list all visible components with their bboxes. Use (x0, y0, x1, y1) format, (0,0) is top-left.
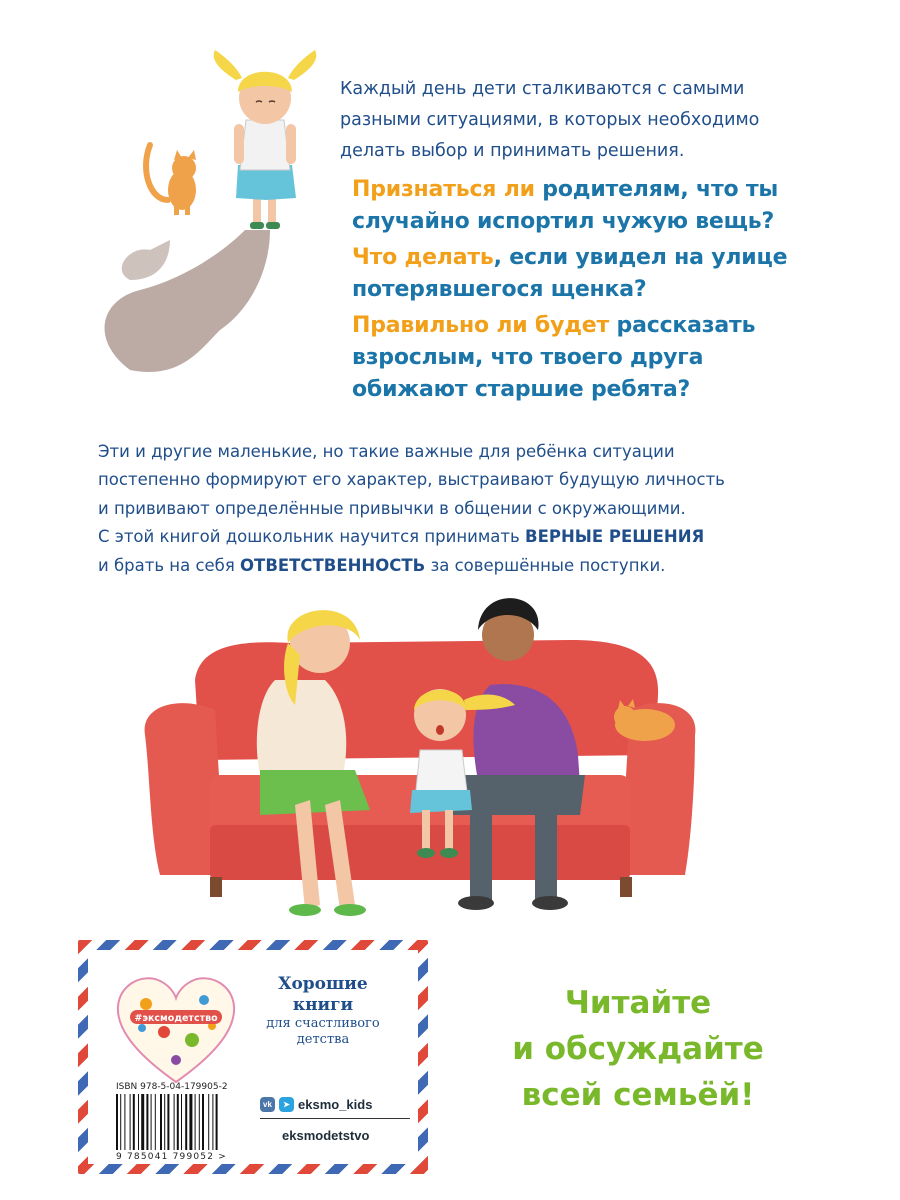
slogan (508, 980, 768, 1118)
question-1-line1: родителям, что ты (534, 177, 779, 202)
question-2 (352, 242, 792, 306)
barcode-digits: 9 785041 799052 > (116, 1152, 227, 1162)
website[interactable]: eksmodetstvo (282, 1127, 370, 1143)
isbn: ISBN 978-5-04-179905-2 (116, 1082, 228, 1092)
correct-decisions-emphasis: ВЕРНЫЕ РЕШЕНИЯ (525, 527, 705, 547)
question-1-line2: случайно испортил чужую вещь? (352, 209, 775, 234)
body-line-2: постепенно формируют его характер, выстраивают будущую личность (98, 470, 725, 490)
heart-logo (112, 970, 240, 1086)
body-line-1: Эти и другие маленькие, но такие важные для ребёнка ситуации (98, 442, 675, 461)
question-3-line3: обижают старшие ребята? (352, 377, 691, 402)
question-1-highlight: Признаться ли (352, 177, 535, 202)
card-inner (88, 950, 418, 1164)
slogan-line-2: и обсуждайте (512, 1031, 764, 1067)
card-subtitle-line-1: для счастливого (266, 1016, 380, 1031)
card-title-line-1: Хорошие (278, 974, 368, 994)
girl-and-cat-illustration (70, 40, 330, 390)
card-slogan (248, 974, 398, 1048)
social-block (260, 1092, 410, 1147)
telegram-icon[interactable]: ➤ (279, 1097, 294, 1112)
slogan-line-3: всей семьёй! (521, 1077, 755, 1113)
body-line-3: и прививают определённые привычки в общении с окружающими. (98, 498, 686, 518)
intro-text: Каждый день дети сталкиваются с самыми разными ситуациями, в которых необходимо делать выбор и принимать решения. (340, 79, 760, 161)
question-3-line2: взрослым, что твоего друга (352, 345, 704, 370)
body-line-4-text: С этой книгой дошкольник научится принимать (98, 527, 525, 547)
body-line-5-end: за совершённые поступки. (425, 555, 666, 575)
slogan-line-1: Читайте (564, 985, 712, 1021)
family-on-sofa-illustration (140, 585, 700, 930)
question-2-line2: потерявшегося щенка? (352, 277, 647, 302)
publisher-card (78, 940, 428, 1174)
heart-hashtag: #эксмодетство (134, 1013, 218, 1024)
barcode (114, 1094, 249, 1150)
question-3-highlight: Правильно ли будет (352, 313, 610, 338)
divider (260, 1118, 410, 1119)
body-line-5-text: и брать на себя (98, 555, 241, 575)
question-2-highlight: Что делать (352, 245, 494, 270)
question-1 (352, 174, 792, 238)
question-3-line1: рассказать (609, 313, 756, 338)
card-title-line-2: книги (292, 995, 354, 1015)
website-row (260, 1123, 410, 1147)
vk-icon[interactable]: vk (260, 1097, 275, 1112)
body-line-5 (98, 552, 818, 580)
social-row (260, 1092, 410, 1116)
body-line-4 (98, 523, 818, 551)
responsibility-emphasis: ОТВЕТСТВЕННОСТЬ (240, 555, 426, 575)
card-subtitle-line-2: детства (296, 1032, 350, 1047)
body-paragraph (98, 438, 818, 580)
question-2-line1: , если увидел на улице (493, 245, 788, 270)
question-3 (352, 310, 792, 406)
social-handle[interactable]: eksmo_kids (298, 1096, 373, 1112)
